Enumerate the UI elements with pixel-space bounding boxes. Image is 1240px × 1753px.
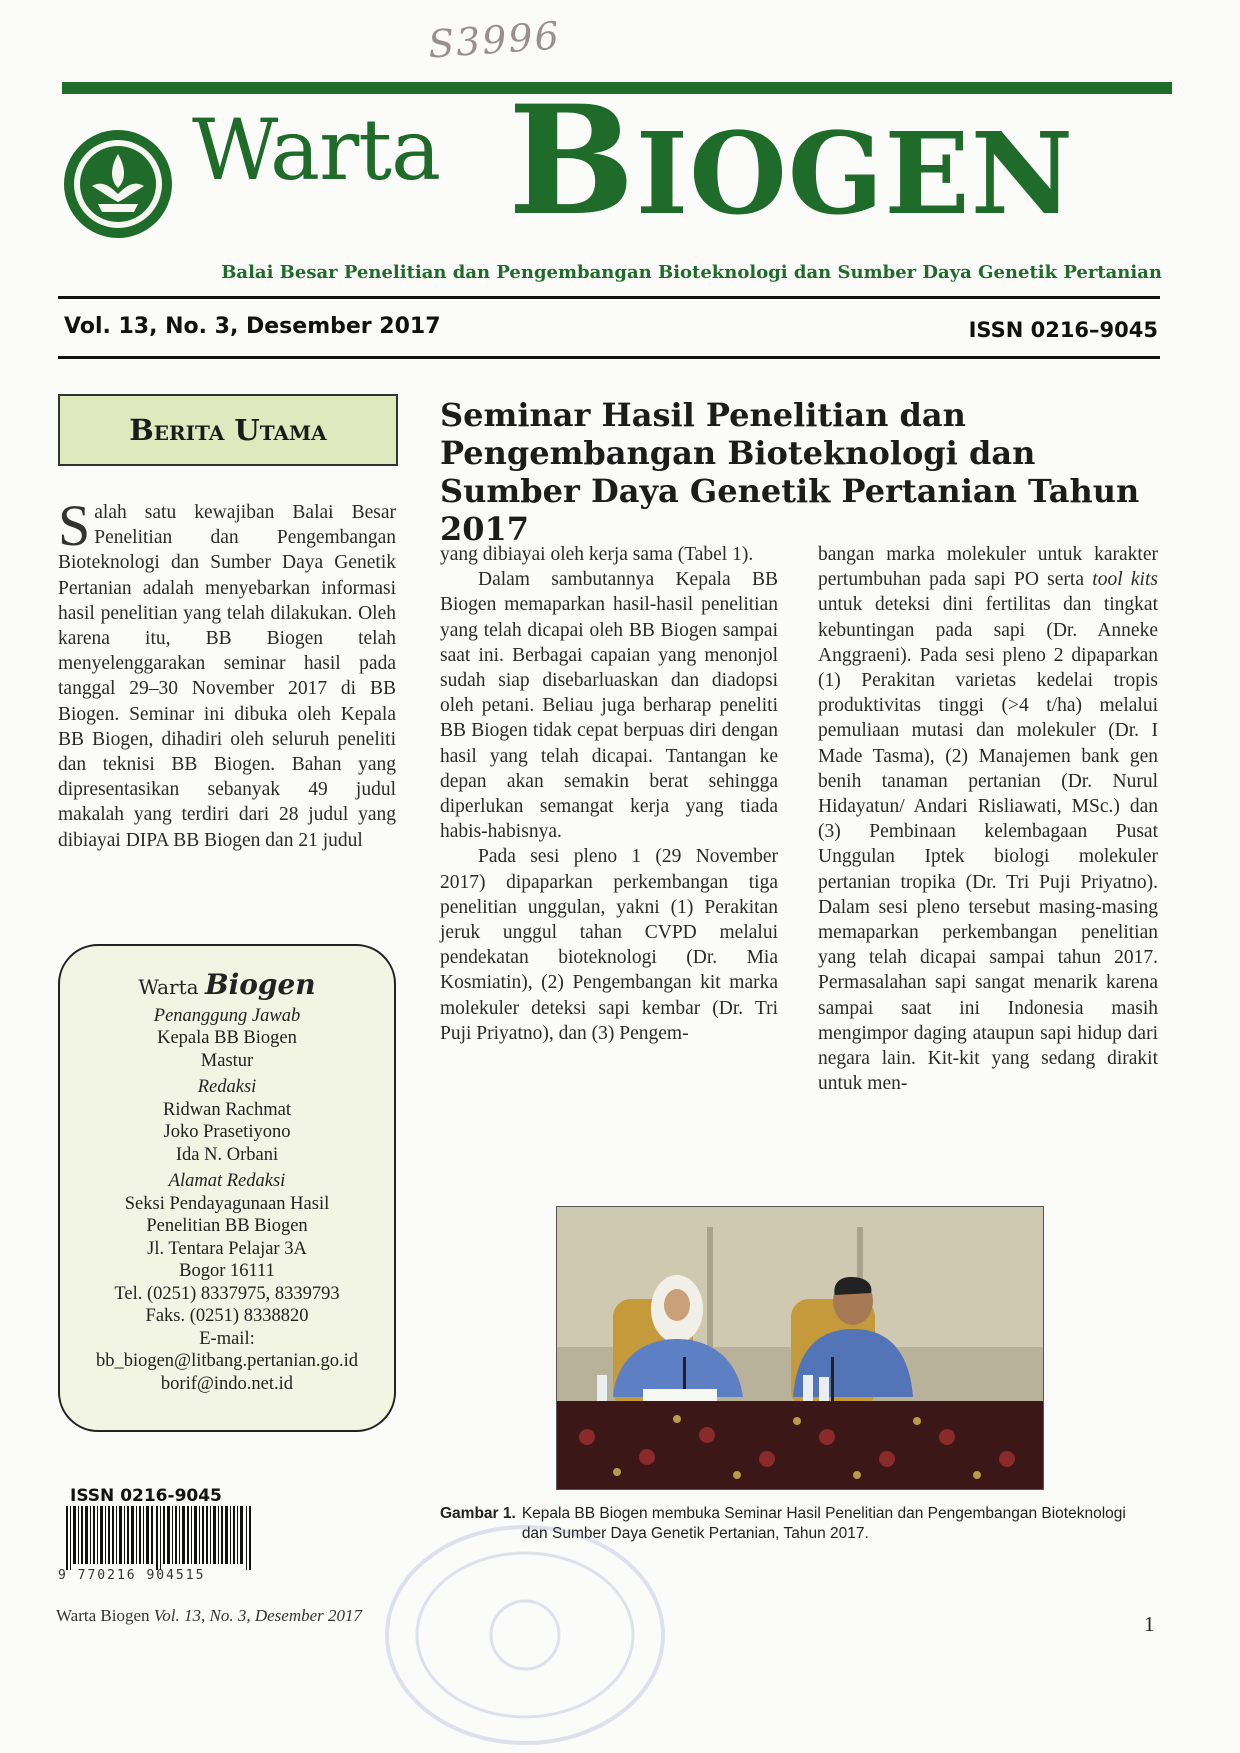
seminar-photo [556,1206,1044,1490]
column-1-text: alah satu kewajiban Balai Besar Penelitian dan Pengembangan Bioteknologi dan Sumber Daya Genetik Pertanian adalah menyebarkan informasi hasil penelitian yang telah dilakukan. Oleh karena itu, BB Biogen telah menyelenggarakan seminar hasil pada tanggal 29–30 November 2017 di BB Biogen. Seminar ini dibuka oleh Kepala BB Biogen, dihadiri oleh seluruh peneliti dan teknisi BB Biogen. Bahan yang dipresentasikan sebanyak 49 judul makalah yang terdiri dari 28 judul yang dibiayai DIPA BB Biogen dan 21 judul [58,502,396,851]
issue-volume: Vol. 13, No. 3, Desember 2017 [64,314,441,339]
figure-label: Gambar 1. [440,1505,516,1522]
library-stamp-icon [380,1520,670,1750]
article-column-2 [440,542,778,1046]
article-column-1 [58,493,396,853]
header-rule-top [58,296,1160,299]
article-headline: Seminar Hasil Penelitian dan Pengembangan Bioteknologi dan Sumber Daya Genetik Pertanian Tahun 2017 [440,396,1140,548]
biogen-rest: IOGEN [635,109,1075,240]
staff-line: Mastur [200,1050,254,1071]
institution-name: Balai Besar Penelitian dan Pengembangan Bioteknologi dan Sumber Daya Genetik Pertanian [221,262,1162,283]
address-line: Faks. (0251) 8338820 [145,1306,309,1326]
address-line: Jl. Tentara Pelajar 3A [147,1238,307,1259]
barcode-icon [66,1506,252,1570]
barcode-digits: 9 770216 904515 [58,1568,206,1583]
address-line: Seksi Pendayagunaan Hasil [124,1193,330,1214]
email-link[interactable]: bb_biogen@litbang.pertanian.go.id [95,1351,359,1371]
paragraph: Pada sesi pleno 1 (29 November 2017) dipaparkan perkembangan tiga penelitian unggulan, yakni (1) Perakitan jeruk unggul tahan CVPD melalui pendekatan bioteknologi (Dr. Mia Kosmiatin), (2) Pengembangan kit marka molekuler deteksi sapi kembar (Dr. Tri Puji Priyatno), dan (3) Pengem- [440,846,778,1044]
address-line: Tel. (0251) 8337975, 8339793 [114,1283,340,1304]
section-label: Berita Utama [58,394,398,466]
drop-cap: S [58,493,91,558]
page-footer: Warta Biogen Vol. 13, No. 3, Desember 2017 [56,1606,363,1625]
masthead-title-warta: Warta [192,101,441,199]
address-line: Bogor 16111 [179,1261,275,1281]
staff-line: Joko Prasetiyono [163,1122,291,1142]
issue-issn: ISSN 0216–9045 [968,318,1158,342]
staff-line: Ida N. Orbani [175,1144,279,1165]
paragraph: Dalam sambutannya Kepala BB Biogen memaparkan hasil-hasil penelitian yang telah dicapai oleh BB Biogen sampai saat ini. Berbagai capaian yang menonjol sudah siap disebarluaskan dan diadopsi oleh petani. Beliau juga berharap peneliti BB Biogen tidak cepat berpuas diri dengan hasil yang telah dicapai. Tantangan ke depan akan semakin berat sehingga diperlukan semangat kerja yang tiada habis-habisnya. [440,569,778,843]
paragraph: yang dibiayai oleh kerja sama (Tabel 1). [440,544,754,565]
email-link[interactable]: borif@indo.net.id [160,1373,294,1394]
staff-line: Kepala BB Biogen [157,1028,297,1048]
handwritten-note: S3996 [426,13,563,67]
address-line: E-mail: [199,1328,255,1349]
barcode-issn: ISSN 0216-9045 [70,1486,222,1506]
editorial-box-title: Warta Biogen [138,968,316,1001]
figure-caption-text: Kepala BB Biogen membuka Seminar Hasil Penelitian dan Pengembangan Bioteknologi dan Sumber Daya Genetik Pertanian, Tahun 2017. [521,1505,1126,1542]
header-rule-bottom [58,356,1160,359]
institution-logo-icon [62,128,174,240]
article-column-3 [818,542,1158,1096]
role-heading: Alamat Redaksi [168,1171,286,1191]
address-line: Penelitian BB Biogen [146,1216,308,1236]
biogen-initial: B [508,73,636,249]
page-number: 1 [1144,1612,1155,1636]
masthead-title-biogen [508,73,1075,249]
staff-line: Ridwan Rachmat [163,1099,291,1120]
role-heading: Penanggung Jawab [153,1005,301,1026]
role-heading: Redaksi [197,1077,257,1097]
paragraph: bangan marka molekuler untuk karakter pertumbuhan pada sapi PO serta tool kits untuk deteksi dini fertilitas dan tingkat kebuntingan pada sapi (Dr. Anneke Anggraeni). Pada sesi pleno 2 dipaparkan (1) Perakitan varietas kedelai tropis produktivitas tinggi (>4 t/ha) melalui pemuliaan mutasi dan molekuler (Dr. I Made Tasma), (2) Manajemen bank gen benih tanaman pertanian (Dr. Nurul Hidayatun/ Andari Risliawati, MSc.) dan (3) Pembinaan kelembagaan Pusat Unggulan Iptek biologi molekuler pertanian tropika (Dr. Tri Puji Priyatno). Dalam sesi pleno tersebut masing-masing memaparkan perkembangan penelitian yang telah dicapai sampai tahun 2017. Permasalahan sapi sangat menarik karena sampai saat ini Indonesia masih mengimpor daging ataupun sapi hidup dari negara lain. Kit-kit yang sedang dirakit untuk men- [818,544,1158,1095]
editorial-box [58,944,396,1432]
